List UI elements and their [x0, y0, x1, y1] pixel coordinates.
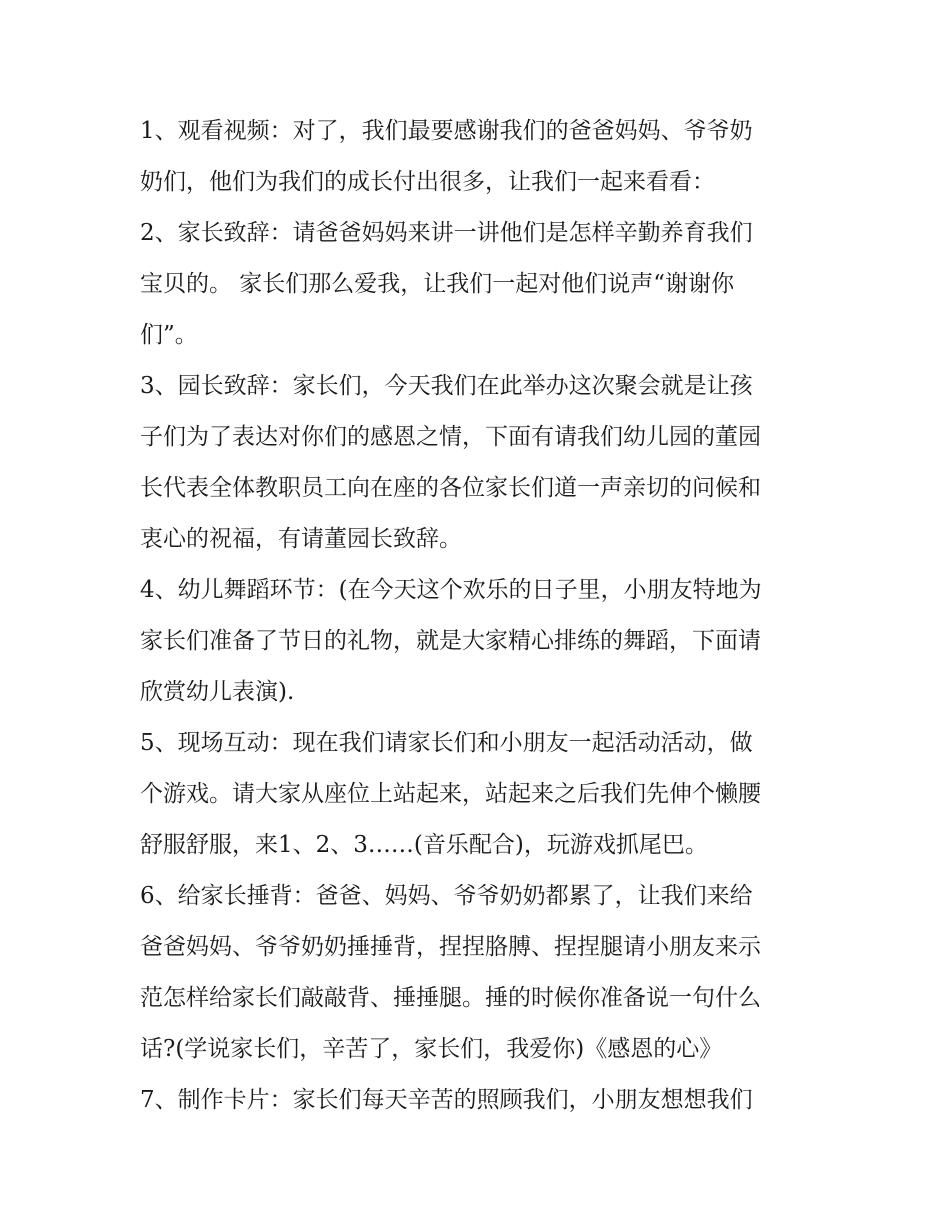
text-line-7: 子们为了表达对你们的感恩之情，下面有请我们幼儿园的董园 [140, 424, 761, 450]
text-line-8: 长代表全体教职员工向在座的各位家长们道一声亲切的问候和 [140, 475, 761, 501]
text-line-1: 1、观看视频：对了，我们最要感谢我们的爸爸妈妈、爷爷奶 [140, 118, 753, 144]
text-line-20: 7、制作卡片：家长们每天辛苦的照顾我们，小朋友想想我们 [140, 1087, 753, 1113]
text-line-11: 家长们准备了节日的礼物，就是大家精心排练的舞蹈，下面请 [140, 628, 761, 654]
text-line-3: 2、家长致辞：请爸爸妈妈来讲一讲他们是怎样辛勤养育我们 [140, 220, 753, 246]
document-body [140, 106, 812, 1126]
text-line-15: 舒服舒服，来1、2、3……(音乐配合)，玩游戏抓尾巴。 [140, 832, 708, 858]
text-line-17: 爸爸妈妈、爷爷奶奶捶捶背，捏捏胳膊、捏捏腿请小朋友来示 [140, 934, 761, 960]
text-line-2: 奶们，他们为我们的成长付出很多，让我们一起来看看： [140, 169, 715, 195]
text-line-13: 5、现场互动：现在我们请家长们和小朋友一起活动活动，做 [140, 730, 753, 756]
text-line-19: 话?(学说家长们，辛苦了，家长们，我爱你)《感恩的心》 [140, 1036, 723, 1062]
text-line-4: 宝贝的。 家长们那么爱我，让我们一起对他们说声“谢谢你 [140, 271, 735, 297]
text-line-10: 4、幼儿舞蹈环节：(在今天这个欢乐的日子里，小朋友特地为 [140, 577, 762, 603]
text-line-14: 个游戏。请大家从座位上站起来，站起来之后我们先伸个懒腰 [140, 781, 761, 807]
text-line-9: 衷心的祝福，有请董园长致辞。 [140, 526, 462, 552]
text-line-16: 6、给家长捶背：爸爸、妈妈、爷爷奶奶都累了，让我们来给 [140, 883, 753, 909]
text-line-5: 们”。 [140, 322, 198, 348]
text-line-6: 3、园长致辞：家长们，今天我们在此举办这次聚会就是让孩 [140, 373, 753, 399]
text-line-12: 欣赏幼儿表演). [140, 679, 295, 705]
text-line-18: 范怎样给家长们敲敲背、捶捶腿。捶的时候你准备说一句什么 [140, 985, 761, 1011]
